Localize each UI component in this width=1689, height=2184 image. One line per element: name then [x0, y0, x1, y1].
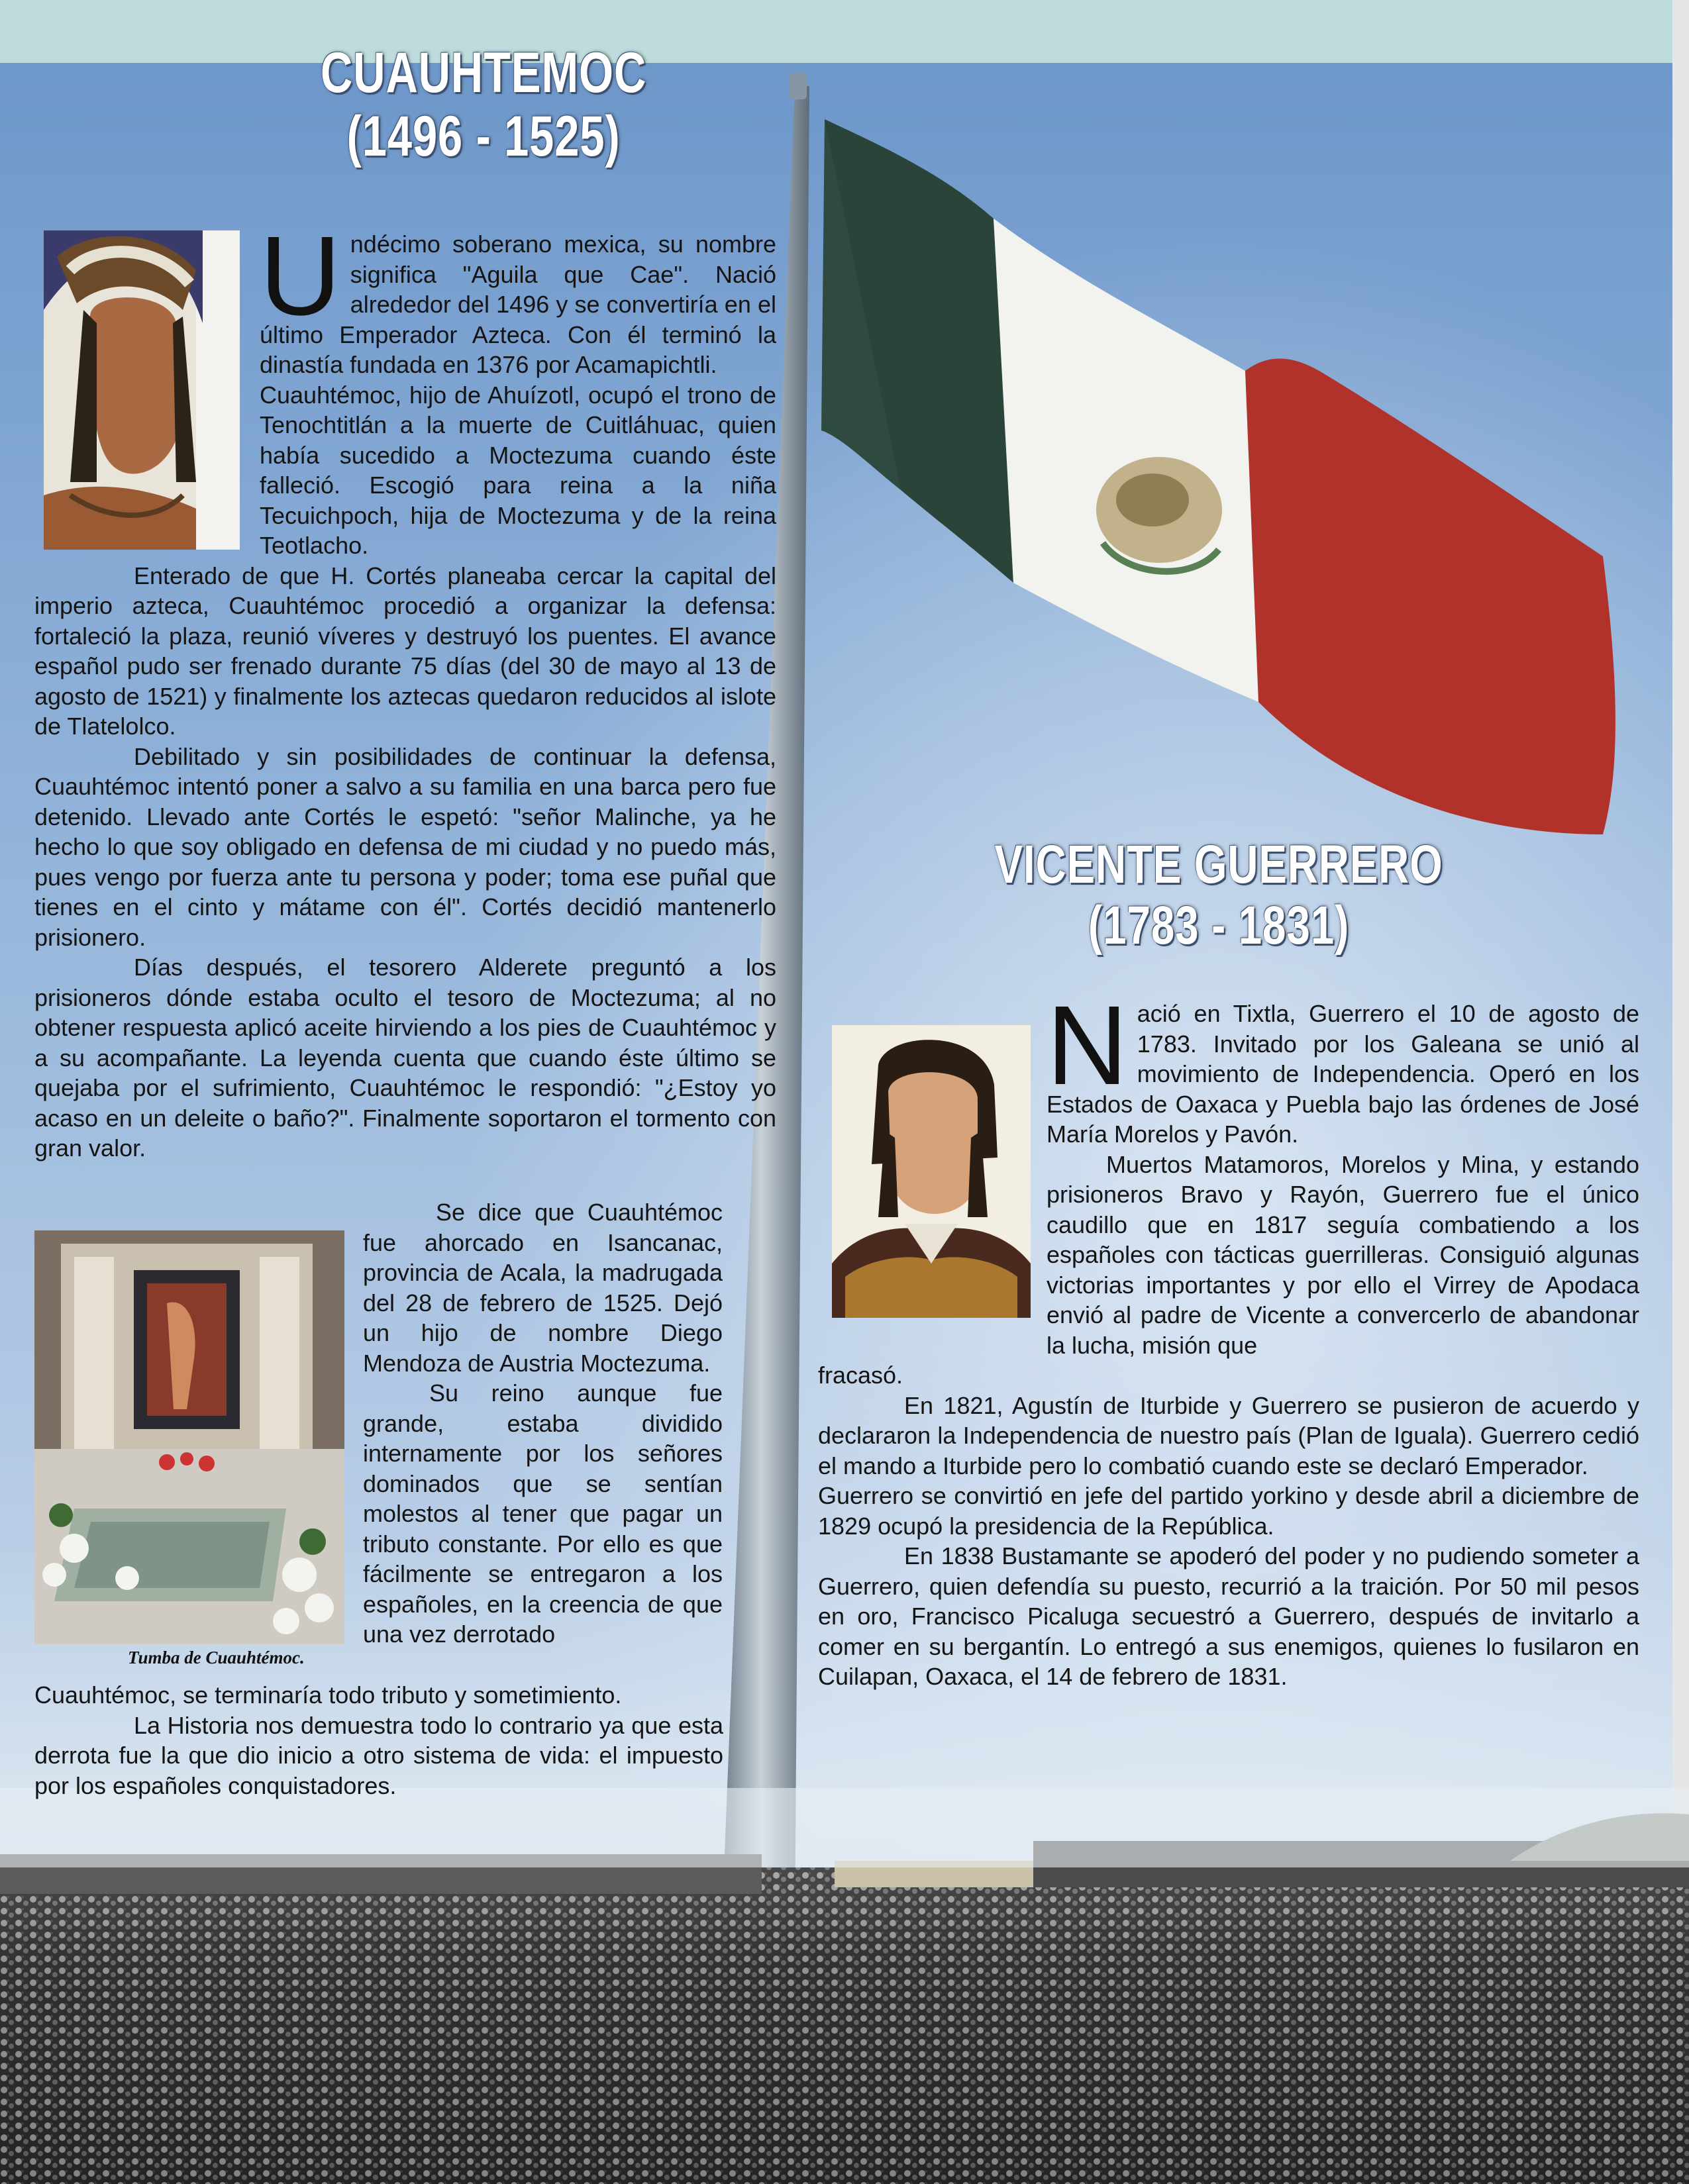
guerrero-jefe-paragraph: Guerrero se convirtió en jefe del partido yorkino y desde abril a diciembre de 1829 ocupó la presidencia de la República.: [818, 1482, 1639, 1540]
guerrero-muertos-end: fracasó.: [818, 1362, 903, 1389]
guerrero-heading: [992, 834, 1446, 956]
cuauhtemoc-debilitado-paragraph: Debilitado y sin posibilidades de continuar la defensa, Cuauhtémoc intentó poner a salvo a su familia en una barca pero fue detenido. Llevado ante Cortés le espetó: "señor Malinche, ya he hecho lo que soy obligado en defensa de mi ciudad y no puedo más, pues vengo por fuerza ante tu persona y poder; toma ese puñal que tienes en el cinto y mátame con él". Cortés decidió mantenerlo prisionero.: [34, 742, 776, 951]
cuauhtemoc-title: CUAUHTEMOC: [320, 41, 647, 105]
dropcap-u: U: [260, 213, 341, 339]
guerrero-years: (1783 - 1831): [1088, 895, 1350, 956]
cuauhtemoc-article: [34, 213, 776, 1164]
guerrero-portrait-spacer: [818, 999, 1047, 1333]
guerrero-title: VICENTE GUERRERO: [994, 834, 1443, 895]
cuauhtemoc-cortes-paragraph: Enterado de que H. Cortés planeaba cercar la capital del imperio azteca, Cuauhtémoc procedió a organizar la defensa: fortaleció la plaza, reunió víveres y destruyó los puentes. El avance español pudo ser frenado durante 75 días (del 30 de mayo al 13 de agosto de 1521) y finalmente los aztecas quedaron reducidos al islote de Tlatelolco.: [34, 562, 776, 740]
guerrero-intro-text: ació en Tixtla, Guerrero el 10 de agosto de 1783. Invitado por los Galeana se unió al movimiento de Independencia. Operó en los Estados de Oaxaca y Puebla bajo las órdenes de José María Morelos y Pavón.: [1047, 1000, 1639, 1148]
cuauhtemoc-reino-paragraph: Su reino aunque fue grande, estaba dividido internamente por los señores dominados que se sentían molestos al tener que pagar un tributo constante. Por ello es que fácilmente se entregaron a los españoles, en la creencia de que una vez derrotado: [363, 1379, 723, 1648]
guerrero-1838-paragraph: En 1838 Bustamante se apoderó del poder y no pudiendo someter a Guerrero, quien defendía su puesto, recurrió a la traición. Por 50 mil pesos en oro, Francisco Picaluga secuestró a Guerrero, después de invitarlo a comer en su bergantín. Lo entregó a sus enemigos, quienes lo fusilaron en Cuilapan, Oaxaca, el 14 de febrero de 1831.: [818, 1542, 1639, 1690]
guerrero-1821-paragraph: En 1821, Agustín de Iturbide y Guerrero se pusieron de acuerdo y declararon la Independencia de nuestro país (Plan de Iguala). Guerrero cedió el mando a Iturbide pero lo combatió cuando este se declaró Emperador.: [818, 1391, 1639, 1479]
cuauhtemoc-reino-end: Cuauhtémoc, se terminaría todo tributo y sometimiento.: [34, 1681, 622, 1709]
cuauhtemoc-intro-text: ndécimo soberano mexica, su nombre significa "Aguila que Cae". Nació alrededor del 1496 y se convertiría en el último Emperador Azteca. Con él terminó la dinastía fundada en 1376 por Acamapichtli.: [260, 230, 776, 378]
tomb-caption: Tumba de Cuauhtémoc.: [128, 1648, 305, 1667]
cuauhtemoc-heading: [277, 41, 690, 169]
cuauhtemoc-side-text: [363, 1197, 723, 1650]
cuauhtemoc-closing-text: [34, 1680, 723, 1801]
dropcap-n: N: [1047, 983, 1128, 1109]
guerrero-muertos-paragraph: Muertos Matamoros, Morelos y Mina, y estando prisioneros Bravo y Rayón, Guerrero fue el único caudillo que en 1817 seguía combatiendo a los españoles con tácticas guerrilleras. Consiguió algunas victorias importantes y por ello el Virrey de Apodaca envió al padre de Vicente a convercerlo de abandonar la lucha, misión que: [1047, 1150, 1639, 1359]
guerrero-article: [818, 983, 1639, 1692]
cuauhtemoc-son-paragraph: Cuauhtémoc, hijo de Ahuízotl, ocupó el trono de Tenochtitlán a la muerte de Cuitláhuac, quien había sucedido a Moctezuma cuando éste falleció. Escogió para reina a la niña Tecuichpoch, hija de Moctezuma y de la reina Teotlacho.: [260, 381, 776, 559]
cuauhtemoc-ahorcado-paragraph: Se dice que Cuauhtémoc fue ahorcado en Isancanac, provincia de Acala, la madrugada del 28 de febrero de 1525. Dejó un hijo de nombre Diego Mendoza de Austria Moctezuma.: [363, 1199, 723, 1377]
cuauhtemoc-years: (1496 - 1525): [346, 105, 621, 169]
cuauhtemoc-historia-paragraph: La Historia nos demuestra todo lo contrario ya que esta derrota fue la que dio inicio a otro sistema de vida: el impuesto por los españoles conquistadores.: [34, 1711, 723, 1799]
tomb-photo: [34, 1230, 344, 1644]
crowd-photo: [0, 1788, 1689, 2184]
portrait-wrap-spacer: [34, 229, 260, 555]
cuauhtemoc-dias-paragraph: Días después, el tesorero Alderete preguntó a los prisioneros dónde estaba oculto el tesoro de Moctezuma; al no obtener respuesta aplicó aceite hirviendo a los pies de Cuauhtémoc y a su acompañante. La leyenda cuenta que cuando éste último se quejaba por el sufrimiento, Cuauhtémoc le respondió: "¿Estoy yo acaso en un deleite o baño?". Finalmente soportaron el tormento con gran valor.: [34, 954, 776, 1162]
